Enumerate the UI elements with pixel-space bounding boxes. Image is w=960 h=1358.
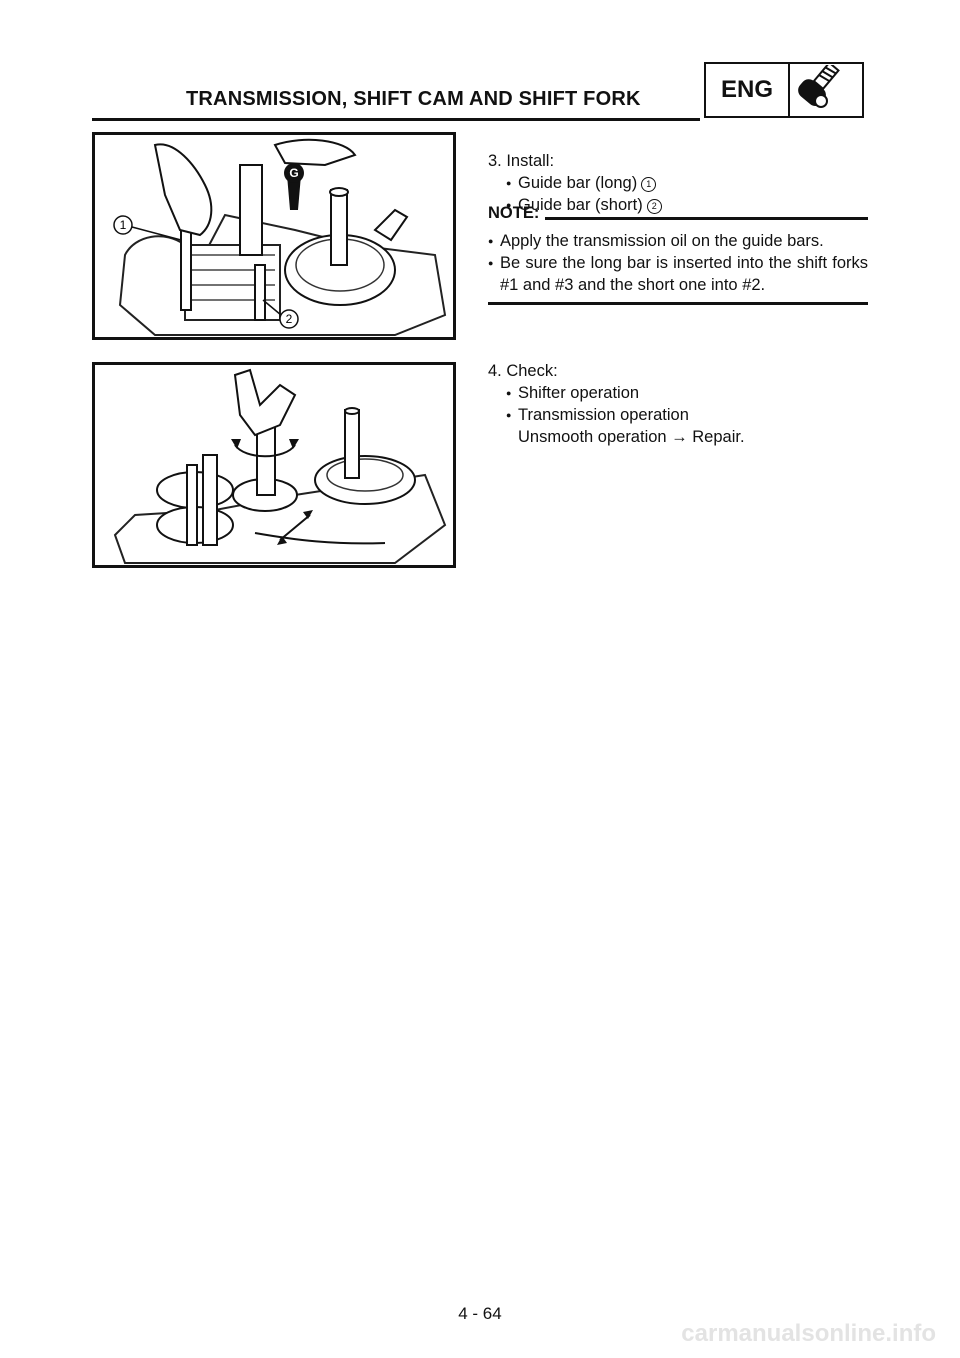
figure-check-operation xyxy=(92,362,456,568)
page-number: 4 - 64 xyxy=(458,1304,502,1323)
svg-text:G: G xyxy=(289,166,299,180)
engine-bolt-icon xyxy=(790,64,862,116)
page-title: TRANSMISSION, SHIFT CAM AND SHIFT FORK xyxy=(186,88,641,110)
step-3-title: 3. Install: xyxy=(488,152,555,170)
section-4-check xyxy=(488,360,872,448)
check-item: ● Shifter operation xyxy=(488,382,872,404)
callout-number: 2 xyxy=(647,199,662,214)
svg-text:2: 2 xyxy=(285,312,293,326)
site-watermark: carmanualsonline.info xyxy=(681,1320,936,1347)
install-item-long-guide-bar xyxy=(488,172,872,194)
guide-bar-illustration xyxy=(95,135,453,337)
note-item: ● Be sure the long bar is inserted into the shift forks #1 and #3 and the short one into #2. xyxy=(488,252,868,296)
note-box xyxy=(488,204,868,305)
eng-section-badge xyxy=(704,62,864,118)
header-rule xyxy=(92,118,700,121)
check-item: ● Transmission operation xyxy=(488,404,872,426)
check-result: Unsmooth operation → Repair. xyxy=(518,428,745,446)
shifter-check-illustration xyxy=(95,365,453,565)
note-rule xyxy=(545,217,868,220)
eng-label: ENG xyxy=(706,64,790,116)
note-item: ● Apply the transmission oil on the guide bars. xyxy=(488,230,868,252)
callout-number: 1 xyxy=(641,177,656,192)
install-item-label: Guide bar (long) xyxy=(518,174,638,192)
note-end-rule xyxy=(488,302,868,305)
figure-install-guide-bars xyxy=(92,132,456,340)
note-label: NOTE: xyxy=(488,204,540,222)
step-4-title: 4. Check: xyxy=(488,362,558,380)
install-item-label: Guide bar (short) xyxy=(518,196,643,214)
svg-text:1: 1 xyxy=(119,218,127,232)
